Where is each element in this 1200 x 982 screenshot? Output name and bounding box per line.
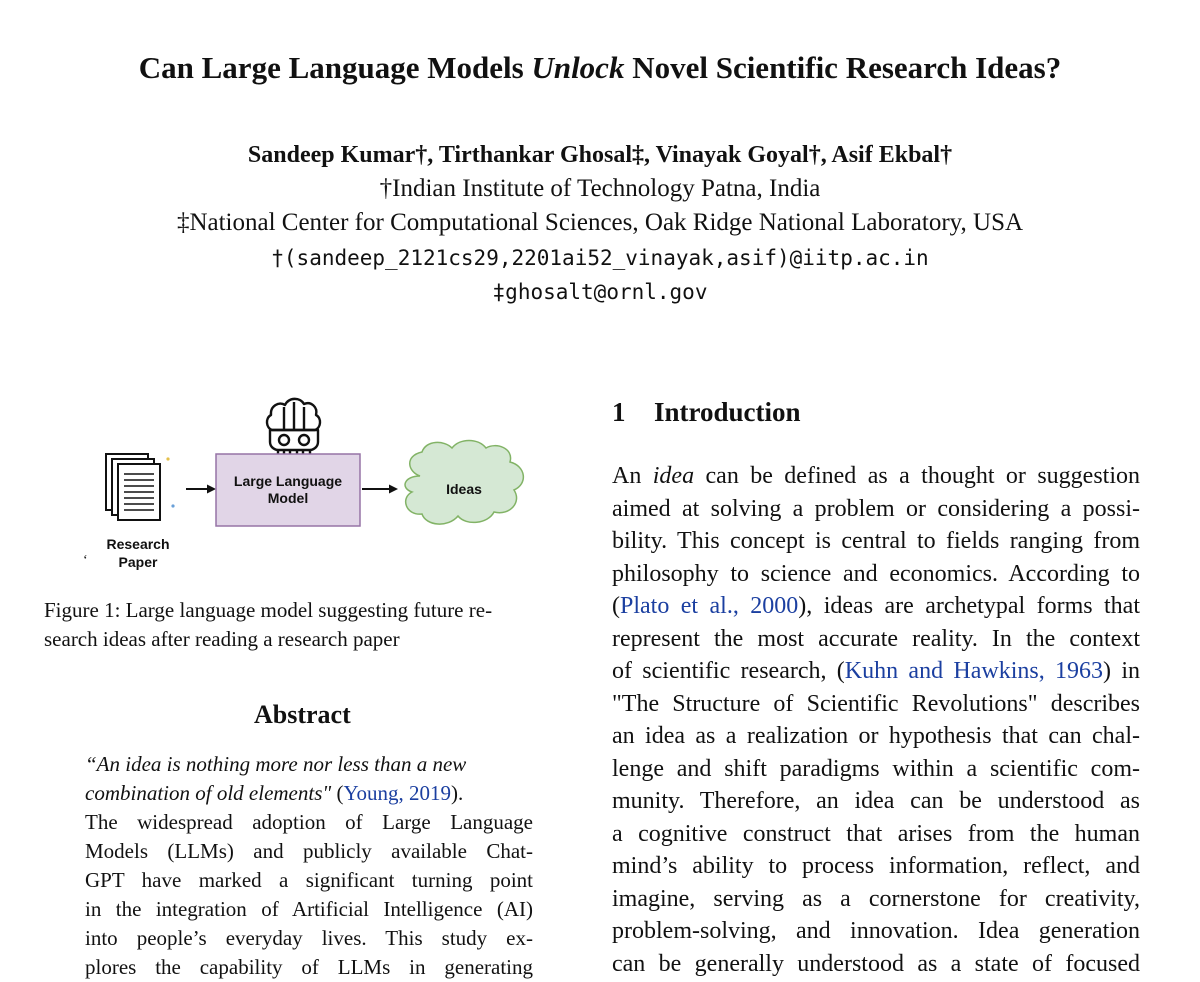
intro-text: ( bbox=[612, 593, 620, 619]
cite-close: ). bbox=[451, 781, 464, 805]
intro-line: a cognitive construct that arises from the human bbox=[612, 820, 1140, 847]
abstract-quote-line bbox=[85, 779, 533, 808]
stray-quote-mark: ‘ bbox=[83, 553, 88, 568]
intro-line: munity. Therefore, an idea can be understood as bbox=[612, 788, 1140, 814]
caption-line: Figure 1: Large language model suggesting future re- bbox=[44, 598, 493, 622]
intro-line: bility. This concept is central to fields ranging from bbox=[612, 528, 1140, 554]
abstract-line: GPT have marked a significant turning point bbox=[85, 868, 533, 892]
abstract-line: in the integration of Artificial Intelligence (AI) bbox=[85, 897, 533, 921]
llm-label-1: Large Language bbox=[233, 473, 343, 489]
arrow-llm-to-ideas bbox=[362, 485, 398, 494]
abstract-body bbox=[85, 750, 533, 982]
abstract-line: The widespread adoption of Large Language bbox=[85, 810, 533, 834]
abstract-heading: Abstract bbox=[254, 700, 351, 729]
intro-line: philosophy to science and economics. According to bbox=[612, 560, 1140, 587]
abstract-line: Models (LLMs) and publicly available Chat- bbox=[85, 839, 533, 863]
intro-line: can be generally understood as a state of focused bbox=[612, 950, 1140, 977]
research-paper-label-2: Paper bbox=[118, 554, 158, 570]
abstract-line: plores the capability of LLMs in generating bbox=[85, 955, 533, 979]
abstract-line: into people’s everyday lives. This study ex- bbox=[85, 926, 533, 950]
intro-text: can be defined as a thought or suggestion bbox=[694, 463, 1141, 489]
llm-label-2: Model bbox=[267, 490, 309, 506]
intro-line bbox=[612, 655, 1140, 688]
intro-text: of scientific research, ( bbox=[612, 658, 845, 684]
intro-line: an idea as a realization or hypothesis that can chal- bbox=[612, 723, 1140, 749]
intro-line bbox=[612, 590, 1140, 623]
intro-italic-idea: idea bbox=[652, 463, 695, 489]
intro-line: imagine, serving as a cornerstone for creativity, bbox=[612, 885, 1140, 912]
email-ornl: ‡ghosalt@ornl.gov bbox=[492, 280, 708, 304]
introduction-body bbox=[612, 460, 1140, 980]
figure-1-caption bbox=[44, 596, 576, 654]
title-italic-word: Unlock bbox=[531, 50, 625, 85]
document-stack-icon bbox=[106, 454, 160, 520]
caption-line: search ideas after reading a research paper bbox=[44, 627, 400, 651]
citation-plato-2000[interactable]: Plato et al., 2000 bbox=[620, 593, 799, 619]
intro-text: ), ideas are archetypal forms that bbox=[798, 593, 1140, 619]
cite-open: ( bbox=[331, 781, 344, 805]
intro-line: "The Structure of Scientific Revolutions" describes bbox=[612, 690, 1140, 717]
figure-1 bbox=[70, 390, 540, 580]
section-1-heading bbox=[612, 397, 801, 428]
abstract-quote-line: “An idea is nothing more nor less than a new bbox=[85, 752, 467, 776]
affiliation-ornl: ‡National Center for Computational Sciences, Oak Ridge National Laboratory, USA bbox=[176, 209, 1024, 236]
author-list: Sandeep Kumar†, Tirthankar Ghosal‡, Vinayak Goyal†, Asif Ekbal† bbox=[247, 142, 953, 168]
decorative-dot bbox=[166, 457, 169, 460]
title-part-2: Novel Scientific Research Ideas? bbox=[624, 50, 1062, 85]
intro-text: ) in bbox=[1103, 658, 1140, 684]
email-iitp: †(sandeep_2121cs29,2201ai52_vinayak,asif)@iitp.ac.in bbox=[271, 246, 929, 270]
paper-title bbox=[0, 50, 1200, 86]
robot-brain-icon bbox=[267, 399, 320, 456]
section-title: Introduction bbox=[654, 397, 801, 427]
affiliation-iit-patna: †Indian Institute of Technology Patna, India bbox=[379, 175, 821, 202]
intro-line: lenge and shift paradigms within a scientific com- bbox=[612, 755, 1140, 782]
research-paper-label-1: Research bbox=[106, 536, 170, 552]
intro-line: mind’s ability to process information, reflect, and bbox=[612, 853, 1140, 879]
ideas-label: Ideas bbox=[446, 481, 482, 497]
arrow-paper-to-llm bbox=[186, 485, 216, 494]
intro-line bbox=[612, 460, 1140, 493]
section-number: 1 bbox=[612, 397, 626, 427]
title-part-1: Can Large Language Models bbox=[138, 50, 532, 85]
figure-1-diagram bbox=[70, 390, 540, 580]
citation-young-2019[interactable]: Young, 2019 bbox=[343, 781, 452, 805]
intro-line: aimed at solving a problem or considering a possi- bbox=[612, 495, 1140, 522]
citation-kuhn-hawkins-1963[interactable]: Kuhn and Hawkins, 1963 bbox=[844, 658, 1104, 684]
intro-line: represent the most accurate reality. In the context bbox=[612, 625, 1140, 652]
decorative-dot bbox=[171, 504, 174, 507]
intro-text: An bbox=[612, 463, 653, 489]
intro-line: problem-solving, and innovation. Idea generation bbox=[612, 918, 1140, 944]
quote-text: combination of old elements" bbox=[85, 781, 332, 805]
